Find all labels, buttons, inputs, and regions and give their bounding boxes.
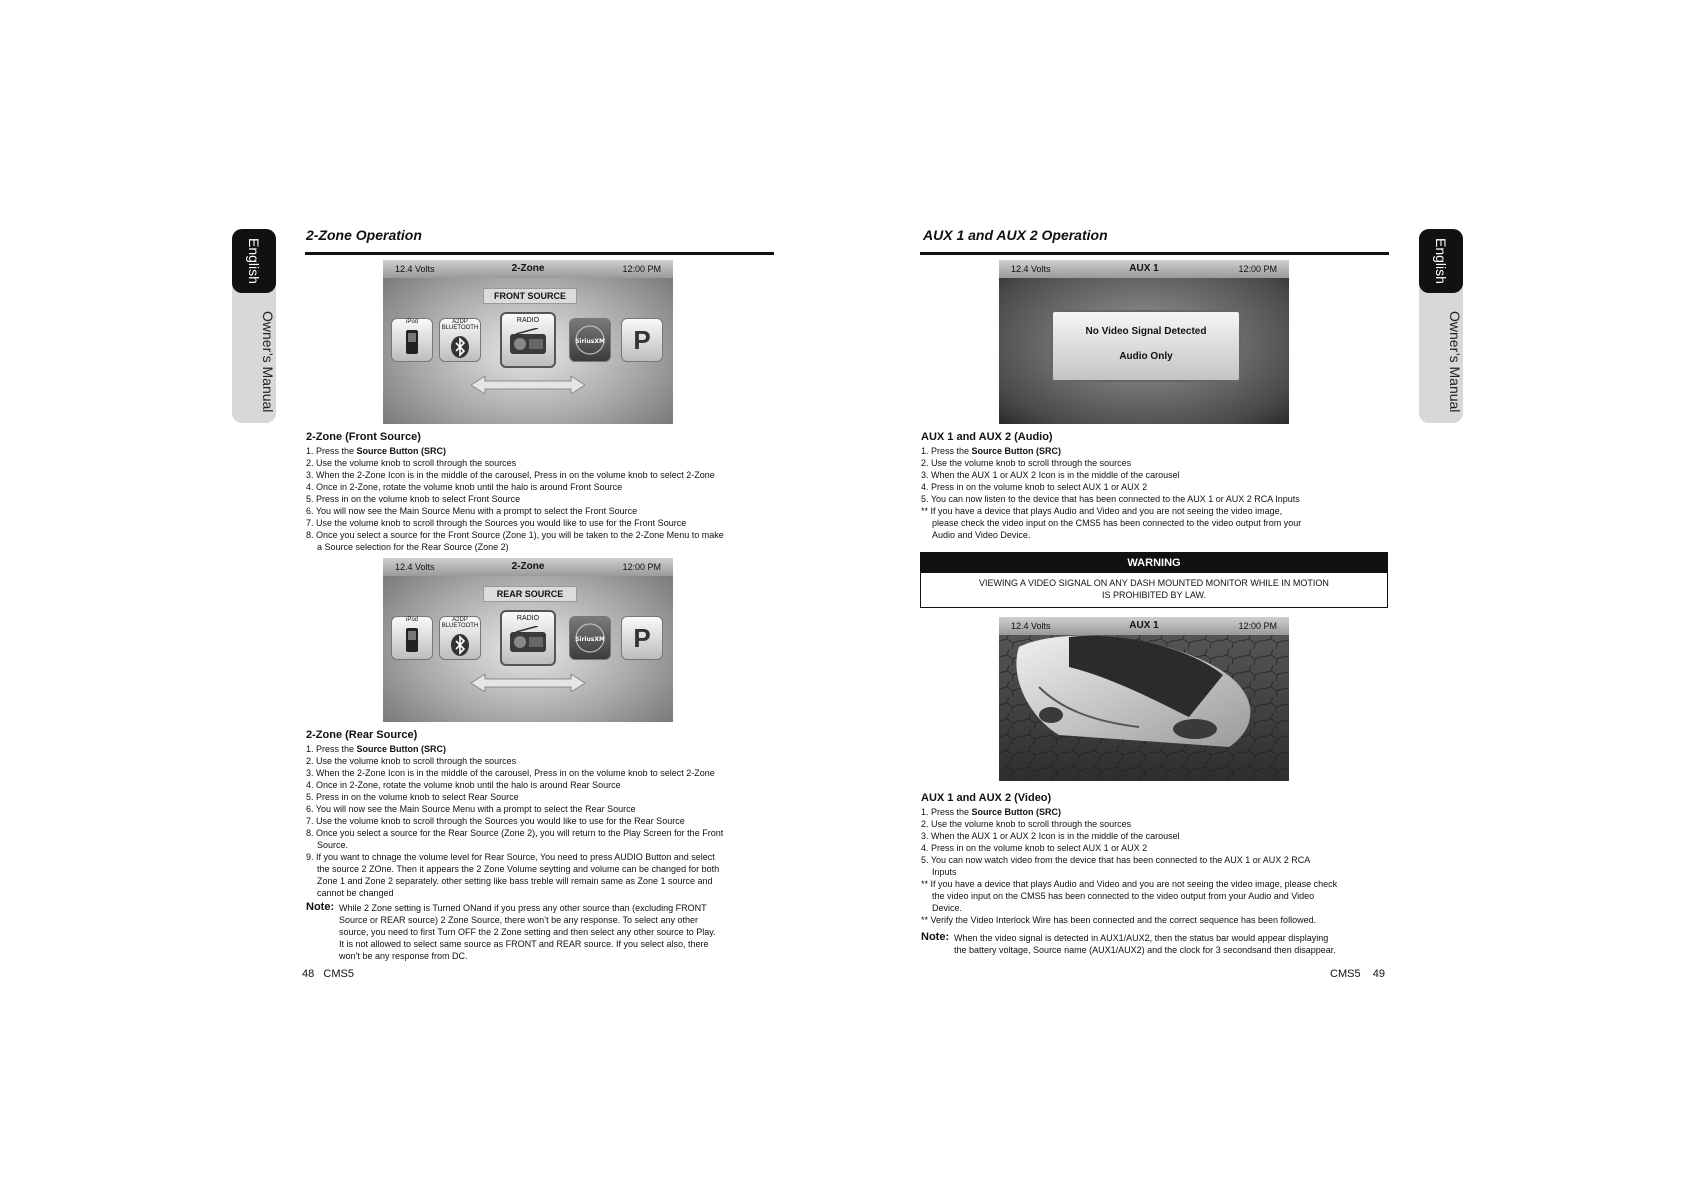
right-page xyxy=(842,0,1684,1190)
step: 1. Press the Source Button (SRC) xyxy=(306,446,447,456)
page-number: 49 xyxy=(1372,968,1386,980)
no-video-message: No Video Signal Detected xyxy=(1085,326,1207,337)
source-label: FRONT SOURCE xyxy=(483,288,577,304)
siriusxm-icon xyxy=(569,318,611,362)
step: the video input on the CMS5 has been connected to the video output from your Audio and Video xyxy=(932,891,1315,901)
bluetooth-icon xyxy=(439,318,481,362)
section-title: AUX 1 and AUX 2 Operation xyxy=(923,227,1108,243)
aux-audio-screen xyxy=(999,260,1289,424)
section-title: 2-Zone Operation xyxy=(306,227,422,243)
audio-only-message: Audio Only xyxy=(1119,351,1173,362)
voltage-readout: 12.4 Volts xyxy=(395,264,435,274)
step: 2. Use the volume knob to scroll through the sources xyxy=(921,458,1132,468)
step: 5. Press in on the volume knob to select Rear Source xyxy=(306,792,519,802)
page-footer xyxy=(1330,968,1385,980)
page-footer xyxy=(302,968,354,980)
warning-text xyxy=(921,573,1387,601)
clock: 12:00 PM xyxy=(622,264,661,274)
note-label: Note: xyxy=(306,901,335,913)
radio-icon xyxy=(500,312,556,368)
step: 1. Press the Source Button (SRC) xyxy=(921,446,1062,456)
side-tab xyxy=(232,229,276,423)
status-bar xyxy=(383,558,673,576)
video-note xyxy=(921,932,1401,956)
source-label: REAR SOURCE xyxy=(483,586,577,602)
step: 6. You will now see the Main Source Menu with a prompt to select the Front Source xyxy=(306,506,638,516)
rear-source-screen xyxy=(383,558,673,722)
step: 3. When the 2-Zone Icon is in the middle of the carousel, Press in on the volume knob to select 2-Zone xyxy=(306,768,715,778)
warning-line: VIEWING A VIDEO SIGNAL ON ANY DASH MOUNTED MONITOR WHILE IN MOTION xyxy=(979,578,1329,588)
tab-manual: Owner’s Manual xyxy=(1447,311,1463,413)
note-line: the battery voltage, Source name (AUX1/AUX2) and the clock for 3 secondsand then disappear. xyxy=(954,945,1336,955)
step: 1. Press the Source Button (SRC) xyxy=(921,807,1062,817)
icon-label: A2DP BLUETOOTH xyxy=(441,319,479,331)
front-source-steps xyxy=(306,445,786,553)
front-source-screen xyxy=(383,260,673,424)
step: a Source selection for the Rear Source (Zone 2) xyxy=(317,542,509,552)
step: 3. When the 2-Zone Icon is in the middle of the carousel, Press in on the volume knob to select 2-Zone xyxy=(306,470,715,480)
car-image xyxy=(999,617,1289,781)
step: 4. Press in on the volume knob to select AUX 1 or AUX 2 xyxy=(921,482,1148,492)
zone-title: AUX 1 xyxy=(1129,620,1159,631)
no-video-dialog xyxy=(1051,310,1241,382)
carousel-arrow xyxy=(471,674,585,692)
step: 7. Use the volume knob to scroll through the Sources you would like to use for the Front Source xyxy=(306,518,687,528)
siriusxm-text: SiriusXM xyxy=(575,338,605,345)
status-bar xyxy=(383,260,673,278)
icon-label: iPod xyxy=(405,319,418,325)
step: cannot be changed xyxy=(317,888,394,898)
note-line: source, you need to first Turn OFF the 2 Zone setting and then select any other source to Play. xyxy=(339,927,716,937)
front-source-heading: 2-Zone (Front Source) xyxy=(306,431,421,443)
step: Source. xyxy=(317,840,349,850)
aux-video-heading: AUX 1 and AUX 2 (Video) xyxy=(921,792,1052,804)
warning-box xyxy=(920,552,1388,608)
aux-video-steps xyxy=(921,806,1401,926)
pandora-icon xyxy=(621,616,663,660)
tab-language: English xyxy=(232,229,276,293)
step: 2. Use the volume knob to scroll through the sources xyxy=(306,458,517,468)
step: 1. Press the Source Button (SRC) xyxy=(306,744,447,754)
voltage-readout: 12.4 Volts xyxy=(1011,621,1051,631)
status-bar xyxy=(999,260,1289,278)
tab-manual: Owner’s Manual xyxy=(260,311,276,413)
warning-title: WARNING xyxy=(921,553,1387,573)
clock: 12:00 PM xyxy=(622,562,661,572)
clock: 12:00 PM xyxy=(1238,264,1277,274)
step: 2. Use the volume knob to scroll through the sources xyxy=(921,819,1132,829)
title-rule xyxy=(305,252,774,255)
title-rule xyxy=(920,252,1389,255)
radio-icon xyxy=(500,610,556,666)
zone-title: AUX 1 xyxy=(1129,263,1159,274)
step: Inputs xyxy=(932,867,957,877)
step: 5. Press in on the volume knob to select Front Source xyxy=(306,494,521,504)
rear-note xyxy=(306,902,786,962)
icon-label: A2DP BLUETOOTH xyxy=(441,617,479,629)
aux-audio-steps xyxy=(921,445,1391,541)
step: 8. Once you select a source for the Rear Source (Zone 2), you will return to the Play Screen for the Front xyxy=(306,828,724,838)
icon-letter: P xyxy=(633,623,651,653)
step: ** Verify the Video Interlock Wire has been connected and the correct sequence has been followed. xyxy=(921,915,1317,925)
ipod-icon xyxy=(391,616,433,660)
aux-video-screen xyxy=(999,617,1289,781)
warning-line: IS PROHIBITED BY LAW. xyxy=(1101,590,1207,600)
siriusxm-text: SiriusXM xyxy=(575,636,605,643)
step: 4. Press in on the volume knob to select AUX 1 or AUX 2 xyxy=(921,843,1148,853)
note-line: Source or REAR source) 2 Zone Source, there won’t be any response. To select any other xyxy=(339,915,699,925)
clock: 12:00 PM xyxy=(1238,621,1277,631)
tab-language: English xyxy=(1419,229,1463,293)
siriusxm-icon xyxy=(569,616,611,660)
side-tab xyxy=(1419,229,1463,423)
bluetooth-icon xyxy=(439,616,481,660)
icon-label: RADIO xyxy=(516,615,540,622)
page-number: 48 xyxy=(302,968,315,980)
step: 5. You can now listen to the device that has been connected to the AUX 1 or AUX 2 RCA Inputs xyxy=(921,494,1300,504)
voltage-readout: 12.4 Volts xyxy=(395,562,435,572)
step: Zone 1 and Zone 2 separately. other setting like bass treble will remain same as Zone 1 source and xyxy=(317,876,713,886)
rear-source-heading: 2-Zone (Rear Source) xyxy=(306,729,418,741)
pandora-icon xyxy=(621,318,663,362)
step: 2. Use the volume knob to scroll through the sources xyxy=(306,756,517,766)
model-name: CMS5 xyxy=(1330,968,1361,980)
icon-label: RADIO xyxy=(516,317,540,324)
rear-source-steps xyxy=(306,743,786,899)
note-line: won’t be any response from DC. xyxy=(339,951,468,961)
step: 9. If you want to chnage the volume level for Rear Source, You need to press AUDIO Button and select xyxy=(306,852,715,862)
zone-title: 2-Zone xyxy=(511,263,545,274)
step: 5. You can now watch video from the device that has been connected to the AUX 1 or AUX 2 RCA xyxy=(921,855,1311,865)
voltage-readout: 12.4 Volts xyxy=(1011,264,1051,274)
step: 4. Once in 2-Zone, rotate the volume knob until the halo is around Rear Source xyxy=(306,780,621,790)
step: Device. xyxy=(932,903,963,913)
step: please check the video input on the CMS5 has been connected to the video output from your xyxy=(932,518,1302,528)
step: 3. When the AUX 1 or AUX 2 Icon is in the middle of the carousel xyxy=(921,470,1180,480)
step: 6. You will now see the Main Source Menu with a prompt to select the Rear Source xyxy=(306,804,636,814)
note-line: It is not allowed to select same source as FRONT and REAR source. If you select also, there xyxy=(339,939,709,949)
note-line: While 2 Zone setting is Turned ONand if you press any other source than (excluding FRONT xyxy=(339,903,707,913)
carousel-arrow xyxy=(471,376,585,394)
model-name: CMS5 xyxy=(323,968,354,980)
step: 8. Once you select a source for the Front Source (Zone 1), you will be taken to the 2-Zone Menu to make xyxy=(306,530,724,540)
note-label: Note: xyxy=(921,931,950,943)
step: 4. Once in 2-Zone, rotate the volume knob until the halo is around Front Source xyxy=(306,482,623,492)
step: Audio and Video Device. xyxy=(932,530,1031,540)
icon-letter: P xyxy=(633,325,651,355)
step: ** If you have a device that plays Audio and Video and you are not seeing the video image, please check xyxy=(921,879,1338,889)
step: 3. When the AUX 1 or AUX 2 Icon is in the middle of the carousel xyxy=(921,831,1180,841)
step: 7. Use the volume knob to scroll through the Sources you would like to use for the Rear Source xyxy=(306,816,685,826)
note-line: When the video signal is detected in AUX1/AUX2, then the status bar would appear displaying xyxy=(954,933,1329,943)
icon-label: iPod xyxy=(405,617,418,623)
zone-title: 2-Zone xyxy=(511,561,545,572)
status-bar xyxy=(999,617,1289,635)
aux-audio-heading: AUX 1 and AUX 2 (Audio) xyxy=(921,431,1053,443)
step: the source 2 ZOne. Then it appears the 2 Zone Volume seytting and volume can be changed for both xyxy=(317,864,720,874)
ipod-icon xyxy=(391,318,433,362)
step: ** If you have a device that plays Audio and Video and you are not seeing the video image, xyxy=(921,506,1283,516)
